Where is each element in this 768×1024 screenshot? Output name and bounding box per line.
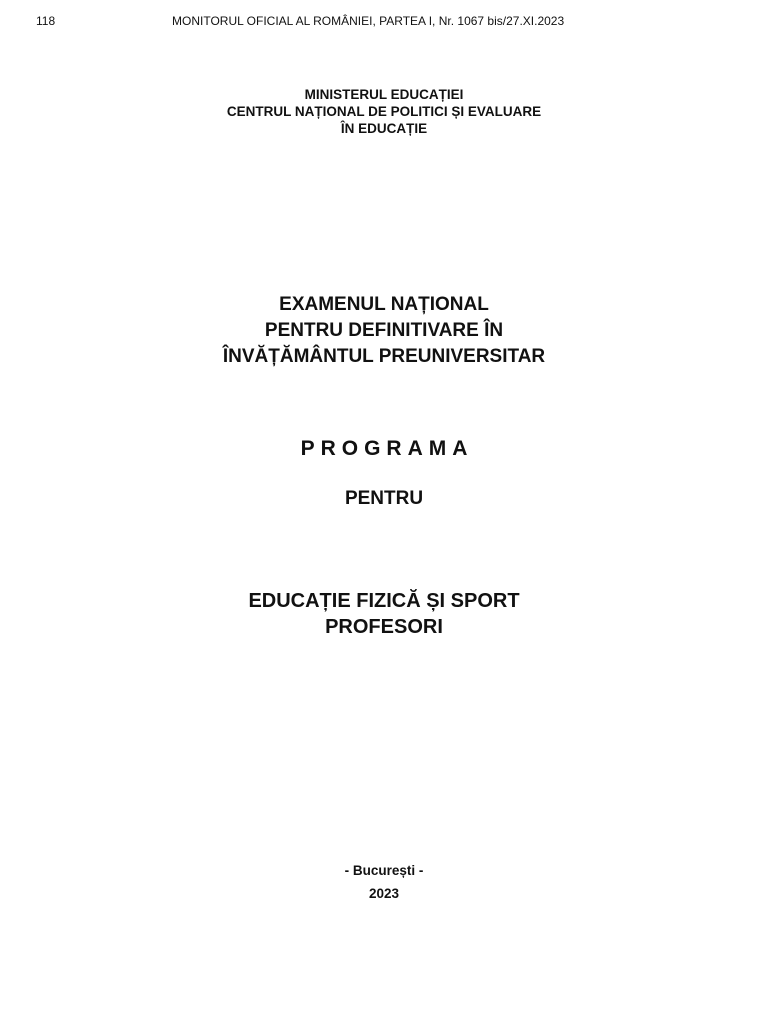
exam-title-line: EXAMENUL NAȚIONAL — [279, 294, 489, 315]
exam-title-line: ÎNVĂȚĂMÂNTUL PREUNIVERSITAR — [222, 346, 546, 367]
year-label: 2023 — [368, 886, 400, 901]
document-type-heading: PROGRAMA — [300, 437, 474, 460]
page-number: 118 — [36, 14, 56, 28]
institution-line: ÎN EDUCAȚIE — [340, 121, 428, 136]
subject-title-line: EDUCAȚIE FIZICĂ ȘI SPORT — [248, 590, 520, 612]
running-header — [0, 12, 768, 30]
exam-title — [0, 292, 768, 370]
subject-title-line: PROFESORI — [325, 616, 443, 638]
institution-line: CENTRUL NAȚIONAL DE POLITICI ȘI EVALUARE — [226, 104, 542, 119]
exam-title-line: PENTRU DEFINITIVARE ÎN — [264, 320, 504, 341]
institution-block — [0, 86, 768, 137]
publication-line: MONITORUL OFICIAL AL ROMÂNIEI, PARTEA I, Nr. 1067 bis/27.XI.2023 — [172, 14, 565, 28]
preposition-heading: PENTRU — [344, 488, 424, 509]
subject-title — [0, 588, 768, 640]
city-label: - București - — [344, 863, 424, 878]
institution-line: MINISTERUL EDUCAȚIEI — [304, 87, 464, 102]
